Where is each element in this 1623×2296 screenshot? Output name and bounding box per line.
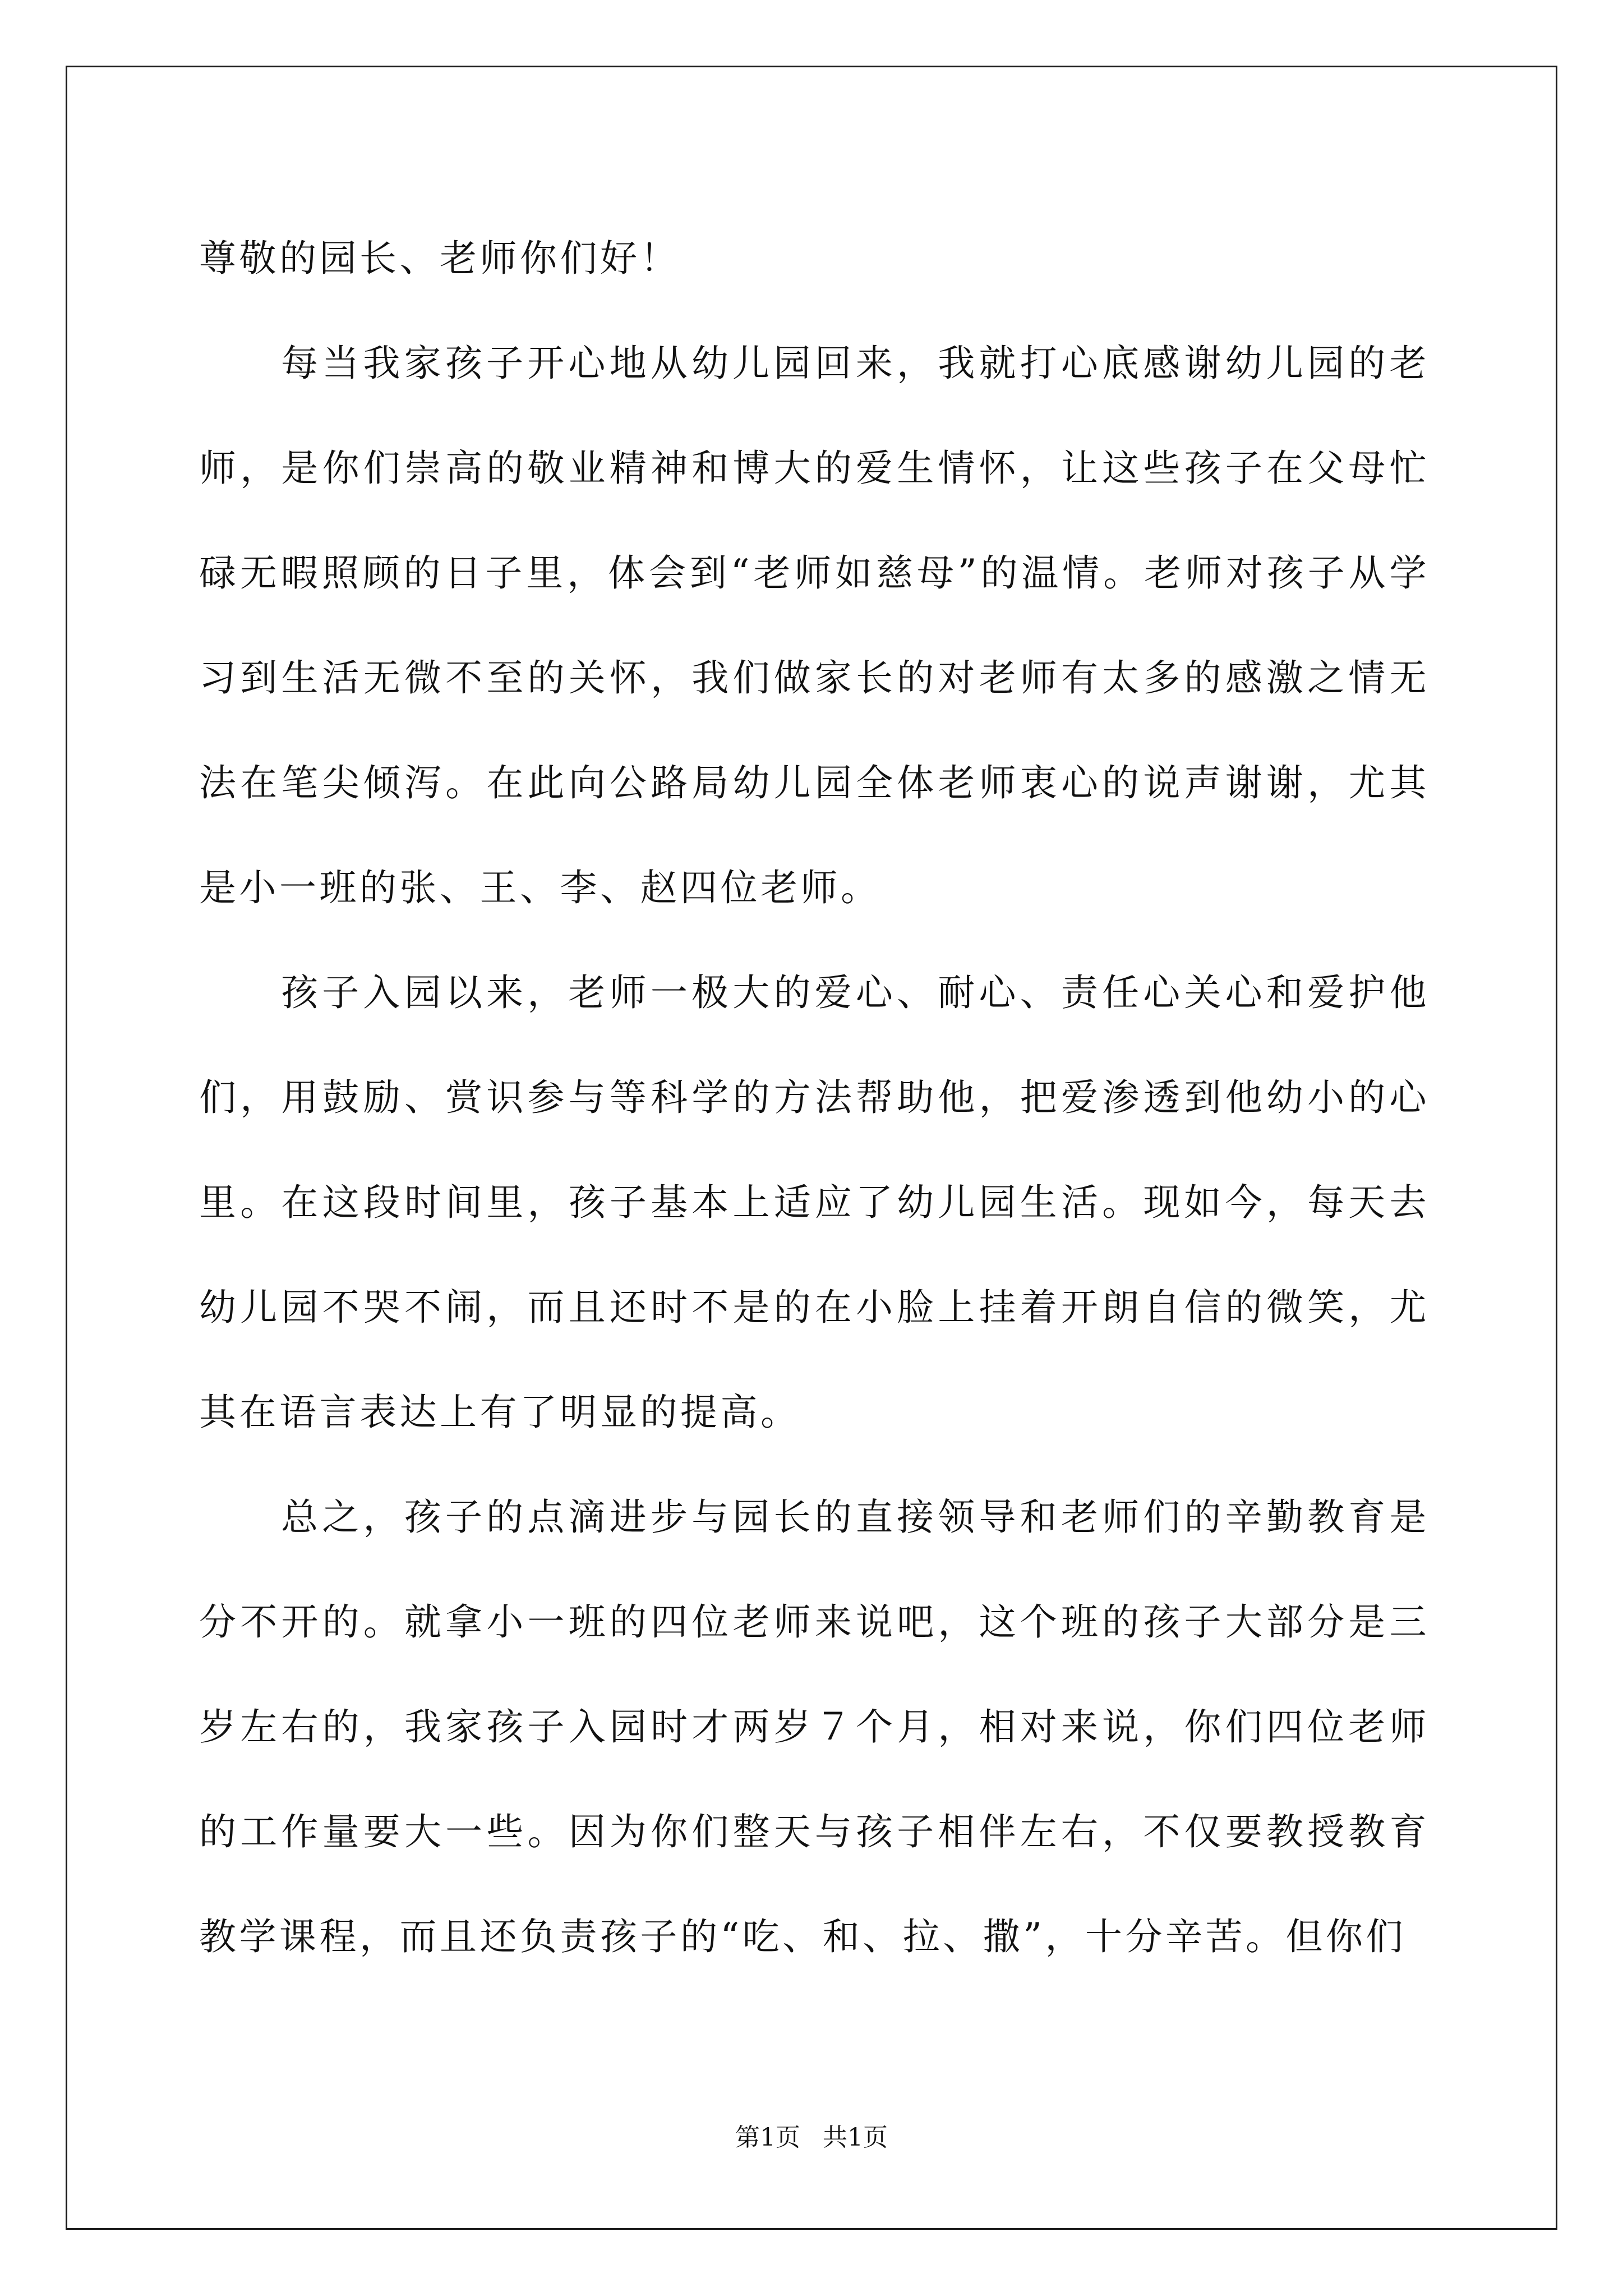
page-total: 共1页 (823, 2123, 888, 2152)
paragraph-2: 孩子入园以来，老师一极大的爱心、耐心、责任心关心和爱护他们，用鼓励、赏识参与等科学的方法帮助他，把爱渗透到他幼小的心里。在这段时间里，孩子基本上适应了幼儿园生活。现如今，每天去幼儿园不哭不闹，而且还时不是的在小脸上挂着开朗自信的微笑，尤其在语言表达上有了明显的提高。 (199, 971, 1430, 1434)
page-footer (0, 2121, 1623, 2155)
paragraph-1: 每当我家孩子开心地从幼儿园回来，我就打心底感谢幼儿园的老师，是你们崇高的敬业精神和博大的爱生情怀，让这些孩子在父母忙碌无暇照顾的日子里，体会到“老师如慈母”的温情。老师对孩子从学习到生活无微不至的关怀，我们做家长的对老师有太多的感激之情无法在笔尖倾泻。在此向公路局幼儿园全体老师衷心的说声谢谢，尤其是小一班的张、王、李、赵四位老师。 (199, 342, 1430, 909)
paragraph-3: 总之，孩子的点滴进步与园长的直接领导和老师们的辛勤教育是分不开的。就拿小一班的四位老师来说吧，这个班的孩子大部分是三岁左右的，我家孩子入园时才两岁７个月，相对来说，你们四位老师的工作量要大一些。因为你们整天与孩子相伴左右，不仅要教授教育教学课程，而且还负责孩子的“吃、和、拉、撒”，十分辛苦。但你们 (199, 1496, 1430, 1958)
document-body (199, 206, 1430, 1989)
greeting-line: 尊敬的园长、老师你们好！ (199, 237, 680, 280)
page-number: 第1页 (735, 2123, 800, 2152)
